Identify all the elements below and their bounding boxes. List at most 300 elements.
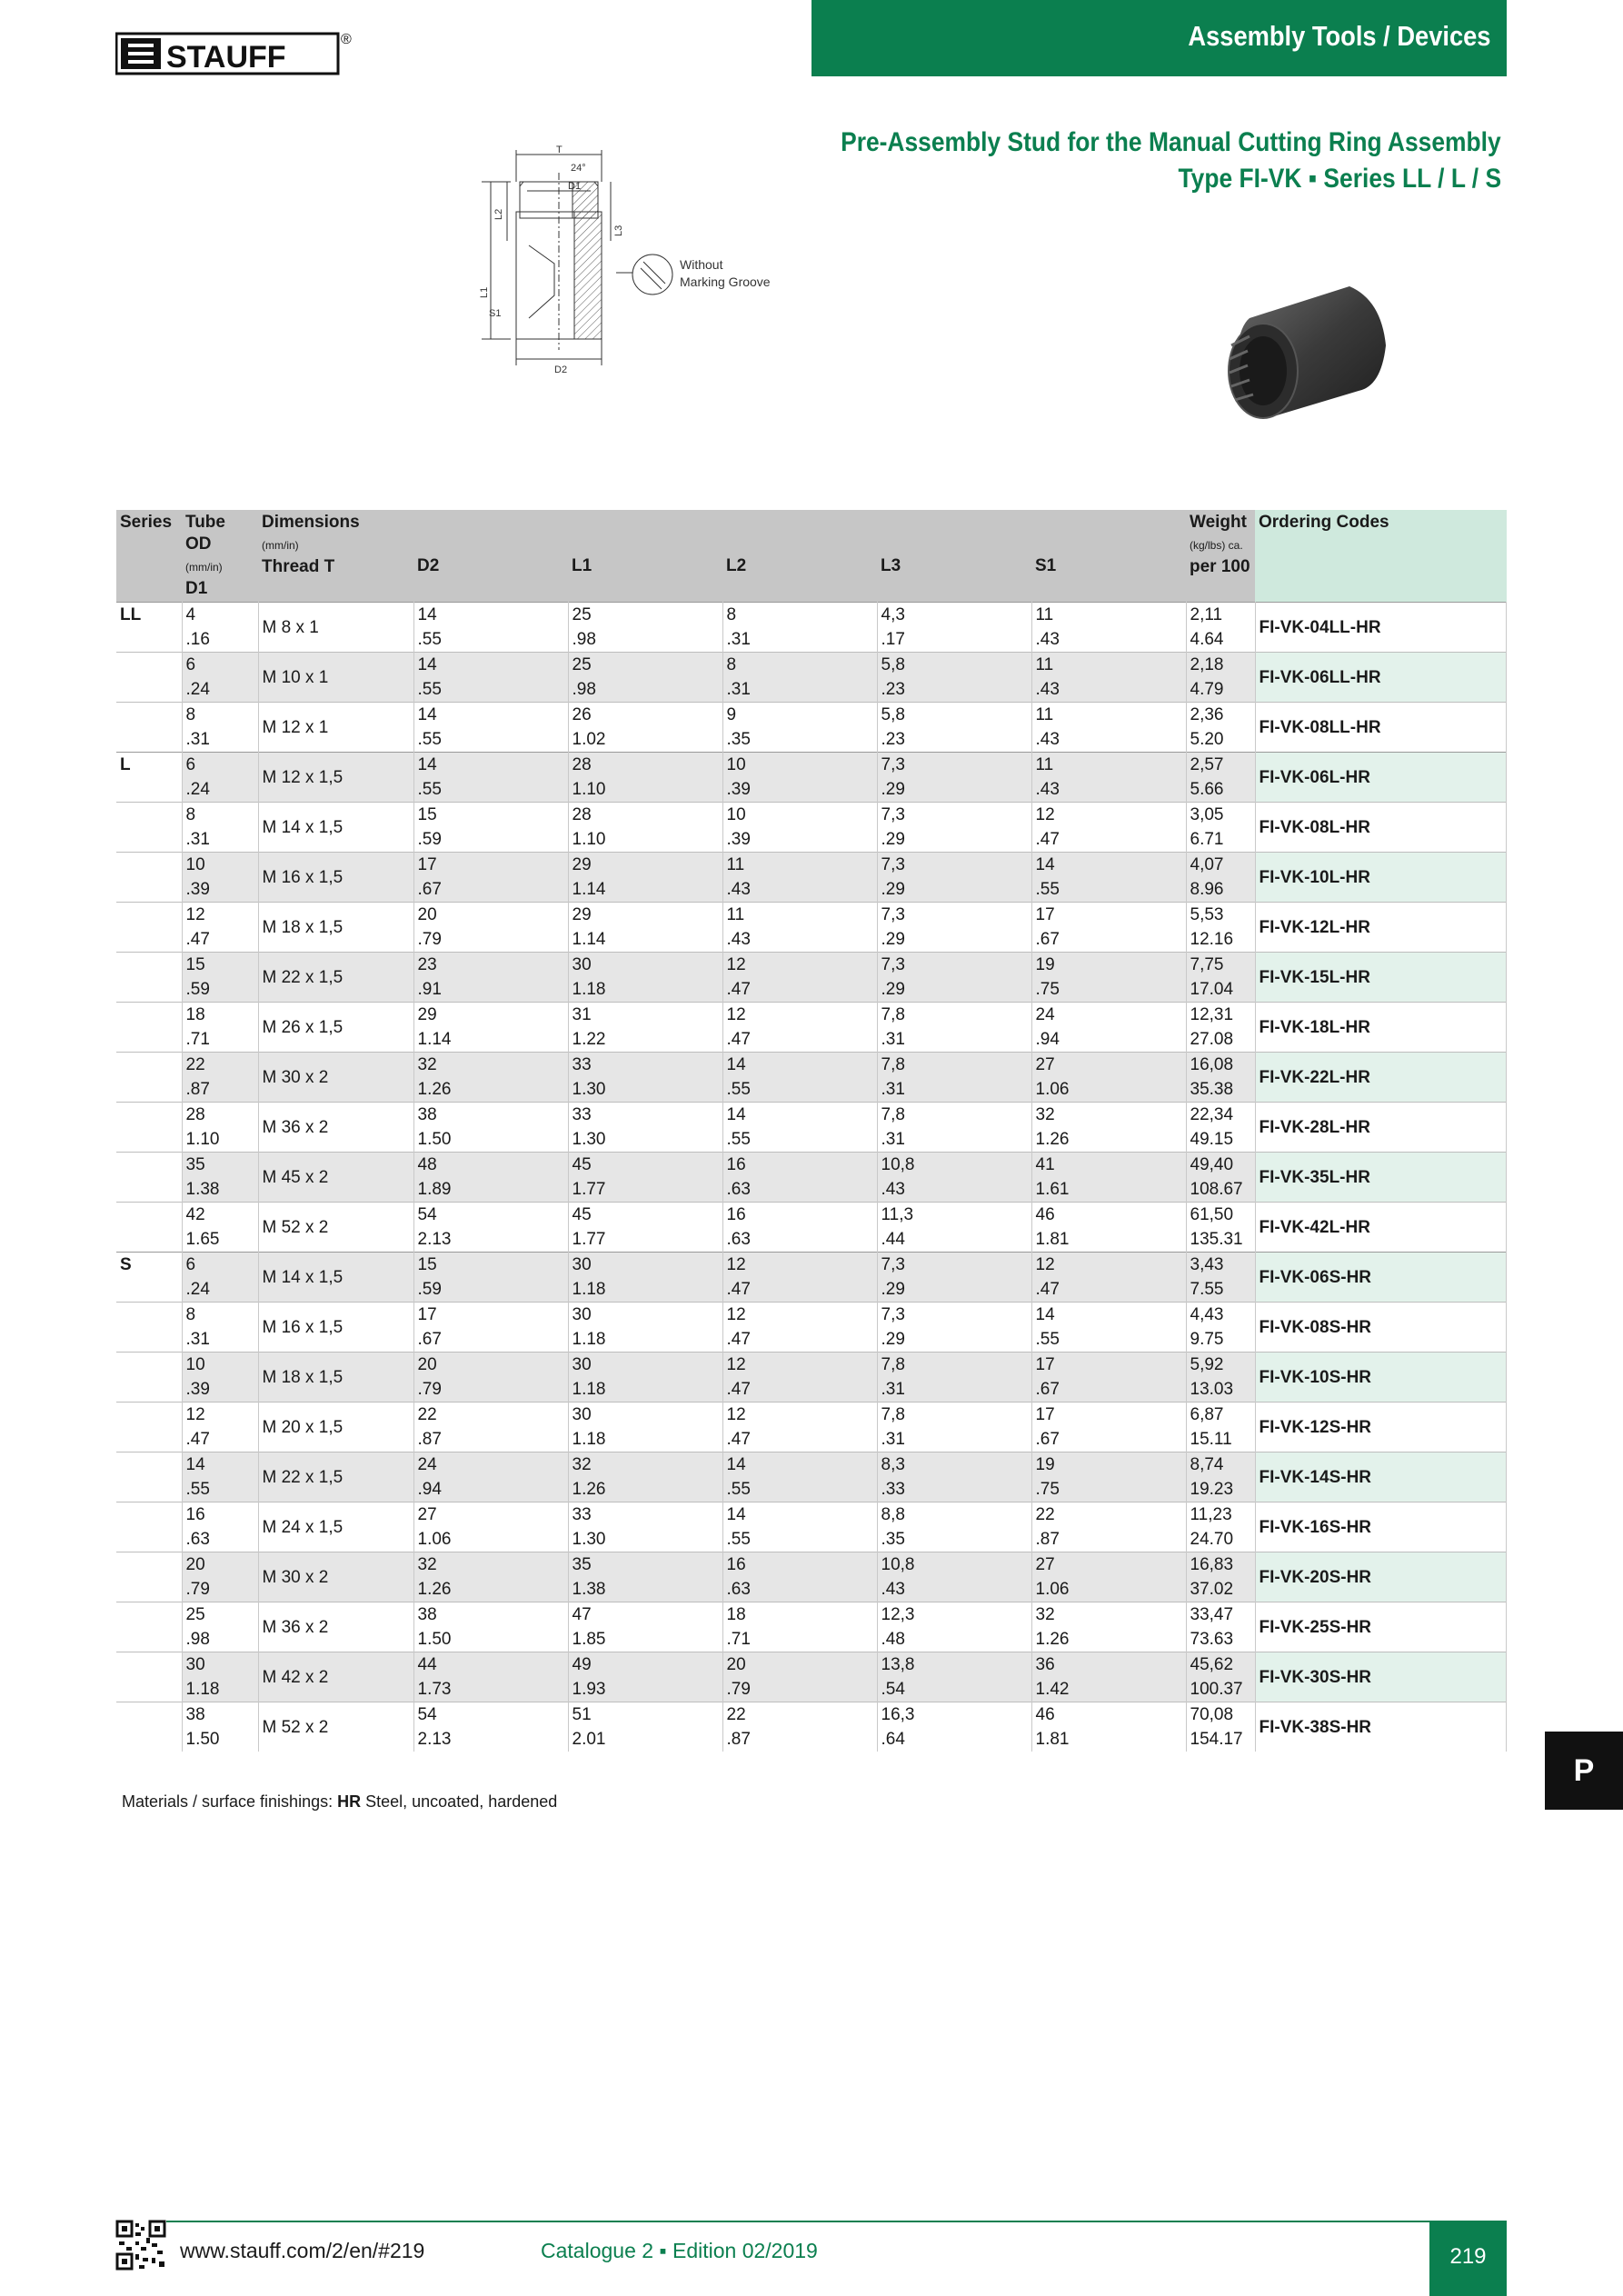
- w-mm: 33,47: [1186, 1602, 1255, 1628]
- d2-mm: 32: [413, 1552, 568, 1578]
- series-cell: [116, 853, 182, 903]
- d2-mm: 17: [413, 853, 568, 878]
- d2-in: 2.13: [413, 1227, 568, 1253]
- qr-code-icon: [115, 2220, 166, 2271]
- d2-mm: 14: [413, 753, 568, 778]
- d1-in: .55: [182, 1477, 258, 1502]
- s1-in: .67: [1031, 1427, 1186, 1452]
- table-row: [116, 1452, 1507, 1478]
- thread-cell: M 12 x 1,5: [258, 753, 413, 803]
- ordering-code: FI-VK-16S-HR: [1255, 1502, 1507, 1552]
- thread-cell: M 36 x 2: [258, 1103, 413, 1153]
- s1-in: .43: [1031, 677, 1186, 703]
- series-cell: [116, 1502, 182, 1552]
- label-D2: D2: [554, 364, 568, 375]
- l1-mm: 30: [568, 953, 722, 978]
- table-row: [116, 1003, 1507, 1028]
- ordering-code: FI-VK-06LL-HR: [1255, 653, 1507, 703]
- l2-in: .31: [722, 627, 877, 653]
- s1-in: 1.26: [1031, 1127, 1186, 1153]
- w-in: 9.75: [1186, 1327, 1255, 1353]
- l2-mm: 14: [722, 1452, 877, 1478]
- d2-in: 1.89: [413, 1177, 568, 1203]
- d1-mm: 12: [182, 903, 258, 928]
- l1-in: 1.77: [568, 1227, 722, 1253]
- ordering-code: FI-VK-30S-HR: [1255, 1652, 1507, 1702]
- ordering-code: FI-VK-20S-HR: [1255, 1552, 1507, 1602]
- l2-in: .47: [722, 1277, 877, 1303]
- w-in: 6.71: [1186, 827, 1255, 853]
- l3-mm: 11,3: [877, 1203, 1031, 1228]
- series-cell: [116, 1353, 182, 1403]
- thread-cell: M 16 x 1,5: [258, 1303, 413, 1353]
- thread-cell: M 45 x 2: [258, 1153, 413, 1203]
- l3-in: .29: [877, 827, 1031, 853]
- l1-mm: 33: [568, 1053, 722, 1078]
- l1-mm: 49: [568, 1652, 722, 1678]
- thread-cell: M 36 x 2: [258, 1602, 413, 1652]
- l3-in: .31: [877, 1427, 1031, 1452]
- table-row: [116, 903, 1507, 928]
- l3-mm: 7,8: [877, 1053, 1031, 1078]
- ordering-code: FI-VK-28L-HR: [1255, 1103, 1507, 1153]
- l3-mm: 7,3: [877, 1253, 1031, 1278]
- d1-mm: 6: [182, 753, 258, 778]
- w-in: 73.63: [1186, 1627, 1255, 1652]
- d2-mm: 29: [413, 1003, 568, 1028]
- l2-mm: 11: [722, 903, 877, 928]
- w-in: 12.16: [1186, 927, 1255, 953]
- l3-mm: 7,3: [877, 903, 1031, 928]
- series-cell: [116, 1552, 182, 1602]
- d1-in: .63: [182, 1527, 258, 1552]
- d1-mm: 14: [182, 1452, 258, 1478]
- ordering-code: FI-VK-12S-HR: [1255, 1403, 1507, 1452]
- brand-name: STAUFF: [166, 40, 286, 75]
- d2-in: .55: [413, 627, 568, 653]
- d2-mm: 14: [413, 703, 568, 728]
- l2-mm: 10: [722, 803, 877, 828]
- d1-mm: 30: [182, 1652, 258, 1678]
- series-cell: [116, 903, 182, 953]
- l1-in: 2.01: [568, 1727, 722, 1752]
- ordering-code: FI-VK-22L-HR: [1255, 1053, 1507, 1103]
- l3-in: .23: [877, 727, 1031, 753]
- d1-in: .39: [182, 1377, 258, 1403]
- l1-mm: 25: [568, 653, 722, 678]
- l3-mm: 10,8: [877, 1153, 1031, 1178]
- series-cell: LL: [116, 603, 182, 653]
- w-in: 5.20: [1186, 727, 1255, 753]
- s1-in: .47: [1031, 827, 1186, 853]
- l1-in: 1.22: [568, 1027, 722, 1053]
- w-in: 4.64: [1186, 627, 1255, 653]
- l2-mm: 14: [722, 1502, 877, 1528]
- l1-in: 1.10: [568, 827, 722, 853]
- w-in: 35.38: [1186, 1077, 1255, 1103]
- s1-in: 1.61: [1031, 1177, 1186, 1203]
- l2-mm: 22: [722, 1702, 877, 1728]
- l3-mm: 5,8: [877, 653, 1031, 678]
- l1-mm: 29: [568, 903, 722, 928]
- table-row: [116, 703, 1507, 728]
- section-tab-p[interactable]: P: [1545, 1732, 1623, 1810]
- l1-mm: 29: [568, 853, 722, 878]
- ordering-code: FI-VK-08S-HR: [1255, 1303, 1507, 1353]
- d2-in: .67: [413, 877, 568, 903]
- l1-in: 1.18: [568, 977, 722, 1003]
- l1-in: 1.18: [568, 1327, 722, 1353]
- table-row: [116, 1053, 1507, 1078]
- table-row: [116, 1153, 1507, 1178]
- w-mm: 5,53: [1186, 903, 1255, 928]
- table-row: [116, 653, 1507, 678]
- s1-in: 1.26: [1031, 1627, 1186, 1652]
- l3-in: .29: [877, 1327, 1031, 1353]
- l2-mm: 16: [722, 1203, 877, 1228]
- s1-mm: 22: [1031, 1502, 1186, 1528]
- l2-in: .79: [722, 1677, 877, 1702]
- w-mm: 2,36: [1186, 703, 1255, 728]
- s1-in: 1.81: [1031, 1727, 1186, 1752]
- l2-in: .63: [722, 1577, 877, 1602]
- dimension-table: [116, 510, 1507, 1752]
- d2-mm: 20: [413, 903, 568, 928]
- l1-in: 1.30: [568, 1077, 722, 1103]
- l1-mm: 45: [568, 1203, 722, 1228]
- product-subtitle: Type FI-VK ▪ Series LL / L / S: [1178, 164, 1501, 194]
- ordering-code: FI-VK-42L-HR: [1255, 1203, 1507, 1253]
- w-mm: 2,11: [1186, 603, 1255, 628]
- l3-mm: 8,8: [877, 1502, 1031, 1528]
- series-cell: [116, 703, 182, 753]
- d2-mm: 27: [413, 1502, 568, 1528]
- l2-in: .47: [722, 1027, 877, 1053]
- w-in: 108.67: [1186, 1177, 1255, 1203]
- l2-in: .55: [722, 1477, 877, 1502]
- s1-in: .87: [1031, 1527, 1186, 1552]
- l1-mm: 33: [568, 1103, 722, 1128]
- ordering-code: FI-VK-12L-HR: [1255, 903, 1507, 953]
- d1-in: .31: [182, 727, 258, 753]
- s1-mm: 17: [1031, 1353, 1186, 1378]
- s1-in: .75: [1031, 977, 1186, 1003]
- table-row: [116, 603, 1507, 628]
- l2-mm: 14: [722, 1103, 877, 1128]
- series-cell: [116, 953, 182, 1003]
- s1-in: 1.06: [1031, 1077, 1186, 1103]
- l2-in: .55: [722, 1527, 877, 1552]
- d2-mm: 14: [413, 653, 568, 678]
- d2-mm: 54: [413, 1702, 568, 1728]
- l3-mm: 7,3: [877, 803, 1031, 828]
- s1-in: .55: [1031, 877, 1186, 903]
- s1-in: 1.06: [1031, 1577, 1186, 1602]
- l2-mm: 14: [722, 1053, 877, 1078]
- l1-in: 1.77: [568, 1177, 722, 1203]
- table-row: [116, 753, 1507, 778]
- label-S1: S1: [489, 308, 502, 319]
- stauff-logo: [115, 27, 361, 76]
- s1-in: .43: [1031, 627, 1186, 653]
- d1-mm: 8: [182, 703, 258, 728]
- s1-mm: 27: [1031, 1552, 1186, 1578]
- l2-in: .47: [722, 1427, 877, 1452]
- l1-in: .98: [568, 677, 722, 703]
- l3-in: .31: [877, 1377, 1031, 1403]
- l2-in: .63: [722, 1227, 877, 1253]
- w-in: 37.02: [1186, 1577, 1255, 1602]
- w-in: 49.15: [1186, 1127, 1255, 1153]
- l1-mm: 32: [568, 1452, 722, 1478]
- s1-mm: 32: [1031, 1103, 1186, 1128]
- d2-in: .94: [413, 1477, 568, 1502]
- s1-mm: 12: [1031, 803, 1186, 828]
- w-mm: 4,07: [1186, 853, 1255, 878]
- l1-mm: 25: [568, 603, 722, 628]
- s1-mm: 14: [1031, 853, 1186, 878]
- thread-cell: M 14 x 1,5: [258, 1253, 413, 1303]
- l2-in: .35: [722, 727, 877, 753]
- l2-in: .43: [722, 927, 877, 953]
- s1-in: .94: [1031, 1027, 1186, 1053]
- series-cell: [116, 1053, 182, 1103]
- technical-drawing: [454, 145, 800, 418]
- table-row: [116, 1552, 1507, 1578]
- w-mm: 49,40: [1186, 1153, 1255, 1178]
- label-D1: D1: [568, 181, 582, 192]
- table-row: [116, 1353, 1507, 1378]
- l1-in: 1.18: [568, 1377, 722, 1403]
- thread-cell: M 24 x 1,5: [258, 1502, 413, 1552]
- d2-in: .55: [413, 777, 568, 803]
- w-mm: 7,75: [1186, 953, 1255, 978]
- l1-in: 1.85: [568, 1627, 722, 1652]
- d2-mm: 20: [413, 1353, 568, 1378]
- d2-in: 1.50: [413, 1127, 568, 1153]
- l2-in: .47: [722, 1377, 877, 1403]
- d2-in: .55: [413, 727, 568, 753]
- l2-mm: 9: [722, 703, 877, 728]
- d2-in: 1.73: [413, 1677, 568, 1702]
- l1-in: 1.26: [568, 1477, 722, 1502]
- col-d2: D2: [413, 510, 568, 603]
- s1-in: .43: [1031, 777, 1186, 803]
- series-cell: [116, 1203, 182, 1253]
- series-cell: [116, 1702, 182, 1752]
- l1-in: 1.14: [568, 877, 722, 903]
- thread-cell: M 22 x 1,5: [258, 953, 413, 1003]
- l3-in: .29: [877, 1277, 1031, 1303]
- l2-in: .47: [722, 1327, 877, 1353]
- ordering-code: FI-VK-06L-HR: [1255, 753, 1507, 803]
- l1-in: 1.18: [568, 1277, 722, 1303]
- w-mm: 16,08: [1186, 1053, 1255, 1078]
- l2-in: .47: [722, 977, 877, 1003]
- w-in: 4.79: [1186, 677, 1255, 703]
- d2-mm: 54: [413, 1203, 568, 1228]
- l2-mm: 12: [722, 1003, 877, 1028]
- d2-mm: 22: [413, 1403, 568, 1428]
- label-T: T: [556, 145, 563, 155]
- d1-mm: 20: [182, 1552, 258, 1578]
- l3-in: .54: [877, 1677, 1031, 1702]
- l2-in: .63: [722, 1177, 877, 1203]
- col-weight: Weight (kg/lbs) ca. per 100: [1186, 510, 1255, 603]
- l1-mm: 30: [568, 1253, 722, 1278]
- w-in: 19.23: [1186, 1477, 1255, 1502]
- d2-mm: 15: [413, 1253, 568, 1278]
- l3-mm: 7,3: [877, 953, 1031, 978]
- w-in: 15.11: [1186, 1427, 1255, 1452]
- d2-in: 1.06: [413, 1527, 568, 1552]
- thread-cell: M 18 x 1,5: [258, 1353, 413, 1403]
- s1-mm: 32: [1031, 1602, 1186, 1628]
- series-cell: [116, 803, 182, 853]
- series-cell: [116, 1153, 182, 1203]
- l1-in: 1.93: [568, 1677, 722, 1702]
- ordering-code: FI-VK-35L-HR: [1255, 1153, 1507, 1203]
- d1-in: .31: [182, 827, 258, 853]
- ordering-code: FI-VK-08LL-HR: [1255, 703, 1507, 753]
- l2-mm: 10: [722, 753, 877, 778]
- w-mm: 45,62: [1186, 1652, 1255, 1678]
- l2-in: .39: [722, 777, 877, 803]
- table-row: [116, 1253, 1507, 1278]
- thread-cell: M 30 x 2: [258, 1053, 413, 1103]
- d1-mm: 8: [182, 803, 258, 828]
- s1-mm: 11: [1031, 703, 1186, 728]
- d1-mm: 12: [182, 1403, 258, 1428]
- thread-cell: M 14 x 1,5: [258, 803, 413, 853]
- l3-in: .29: [877, 927, 1031, 953]
- table-row: [116, 853, 1507, 878]
- d1-mm: 8: [182, 1303, 258, 1328]
- l2-mm: 20: [722, 1652, 877, 1678]
- series-cell: [116, 1452, 182, 1502]
- d1-mm: 6: [182, 1253, 258, 1278]
- l3-in: .33: [877, 1477, 1031, 1502]
- l1-mm: 28: [568, 803, 722, 828]
- l3-in: .23: [877, 677, 1031, 703]
- l2-in: .31: [722, 677, 877, 703]
- l2-mm: 12: [722, 1353, 877, 1378]
- l3-in: .64: [877, 1727, 1031, 1752]
- thread-cell: M 52 x 2: [258, 1702, 413, 1752]
- table-row: [116, 1502, 1507, 1528]
- d2-in: 1.50: [413, 1627, 568, 1652]
- s1-mm: 36: [1031, 1652, 1186, 1678]
- w-in: 17.04: [1186, 977, 1255, 1003]
- l1-in: 1.38: [568, 1577, 722, 1602]
- d1-mm: 6: [182, 653, 258, 678]
- w-mm: 61,50: [1186, 1203, 1255, 1228]
- l2-mm: 12: [722, 953, 877, 978]
- w-in: 5.66: [1186, 777, 1255, 803]
- note-line2: Marking Groove: [680, 275, 771, 289]
- l2-mm: 12: [722, 1253, 877, 1278]
- l3-mm: 7,8: [877, 1103, 1031, 1128]
- l1-in: 1.02: [568, 727, 722, 753]
- s1-mm: 19: [1031, 1452, 1186, 1478]
- d2-in: .87: [413, 1427, 568, 1452]
- w-in: 7.55: [1186, 1277, 1255, 1303]
- d2-in: .79: [413, 1377, 568, 1403]
- footer-rule: [115, 2221, 1507, 2222]
- w-mm: 11,23: [1186, 1502, 1255, 1528]
- d2-mm: 17: [413, 1303, 568, 1328]
- l2-mm: 8: [722, 603, 877, 628]
- series-cell: S: [116, 1253, 182, 1303]
- s1-mm: 46: [1031, 1203, 1186, 1228]
- l1-mm: 30: [568, 1403, 722, 1428]
- d1-in: 1.65: [182, 1227, 258, 1253]
- thread-cell: M 22 x 1,5: [258, 1452, 413, 1502]
- page-number: 219: [1429, 2221, 1507, 2296]
- l3-in: .29: [877, 777, 1031, 803]
- w-mm: 3,43: [1186, 1253, 1255, 1278]
- col-l2: L2: [722, 510, 877, 603]
- table-row: [116, 803, 1507, 828]
- l3-mm: 12,3: [877, 1602, 1031, 1628]
- l1-in: 1.10: [568, 777, 722, 803]
- series-cell: [116, 1003, 182, 1053]
- l3-mm: 7,3: [877, 853, 1031, 878]
- d1-in: 1.50: [182, 1727, 258, 1752]
- l1-mm: 30: [568, 1353, 722, 1378]
- s1-mm: 27: [1031, 1053, 1186, 1078]
- l3-mm: 7,3: [877, 1303, 1031, 1328]
- w-in: 27.08: [1186, 1027, 1255, 1053]
- w-mm: 2,57: [1186, 753, 1255, 778]
- l3-mm: 4,3: [877, 603, 1031, 628]
- s1-mm: 46: [1031, 1702, 1186, 1728]
- l3-mm: 7,8: [877, 1003, 1031, 1028]
- table-row: [116, 1602, 1507, 1628]
- l1-in: 1.14: [568, 927, 722, 953]
- footer-url[interactable]: www.stauff.com/2/en/#219: [180, 2239, 425, 2262]
- materials-note: Materials / surface finishings: HR Steel, uncoated, hardened: [122, 1792, 558, 1811]
- l3-in: .35: [877, 1527, 1031, 1552]
- s1-mm: 17: [1031, 903, 1186, 928]
- w-in: 135.31: [1186, 1227, 1255, 1253]
- d1-in: .24: [182, 777, 258, 803]
- s1-mm: 14: [1031, 1303, 1186, 1328]
- s1-in: .67: [1031, 927, 1186, 953]
- series-cell: [116, 653, 182, 703]
- l1-mm: 47: [568, 1602, 722, 1628]
- d1-in: 1.10: [182, 1127, 258, 1153]
- w-in: 100.37: [1186, 1677, 1255, 1702]
- s1-mm: 41: [1031, 1153, 1186, 1178]
- l3-in: .31: [877, 1077, 1031, 1103]
- thread-cell: M 16 x 1,5: [258, 853, 413, 903]
- l2-mm: 8: [722, 653, 877, 678]
- w-in: 154.17: [1186, 1727, 1255, 1752]
- table-row: [116, 1403, 1507, 1428]
- w-mm: 2,18: [1186, 653, 1255, 678]
- thread-cell: M 20 x 1,5: [258, 1403, 413, 1452]
- thread-cell: M 12 x 1: [258, 703, 413, 753]
- col-s1: S1: [1031, 510, 1186, 603]
- label-L3: L3: [613, 225, 624, 236]
- s1-mm: 12: [1031, 1253, 1186, 1278]
- l2-mm: 12: [722, 1303, 877, 1328]
- ordering-code: FI-VK-18L-HR: [1255, 1003, 1507, 1053]
- d1-in: .24: [182, 677, 258, 703]
- registered-mark: ®: [341, 32, 352, 47]
- d1-mm: 16: [182, 1502, 258, 1528]
